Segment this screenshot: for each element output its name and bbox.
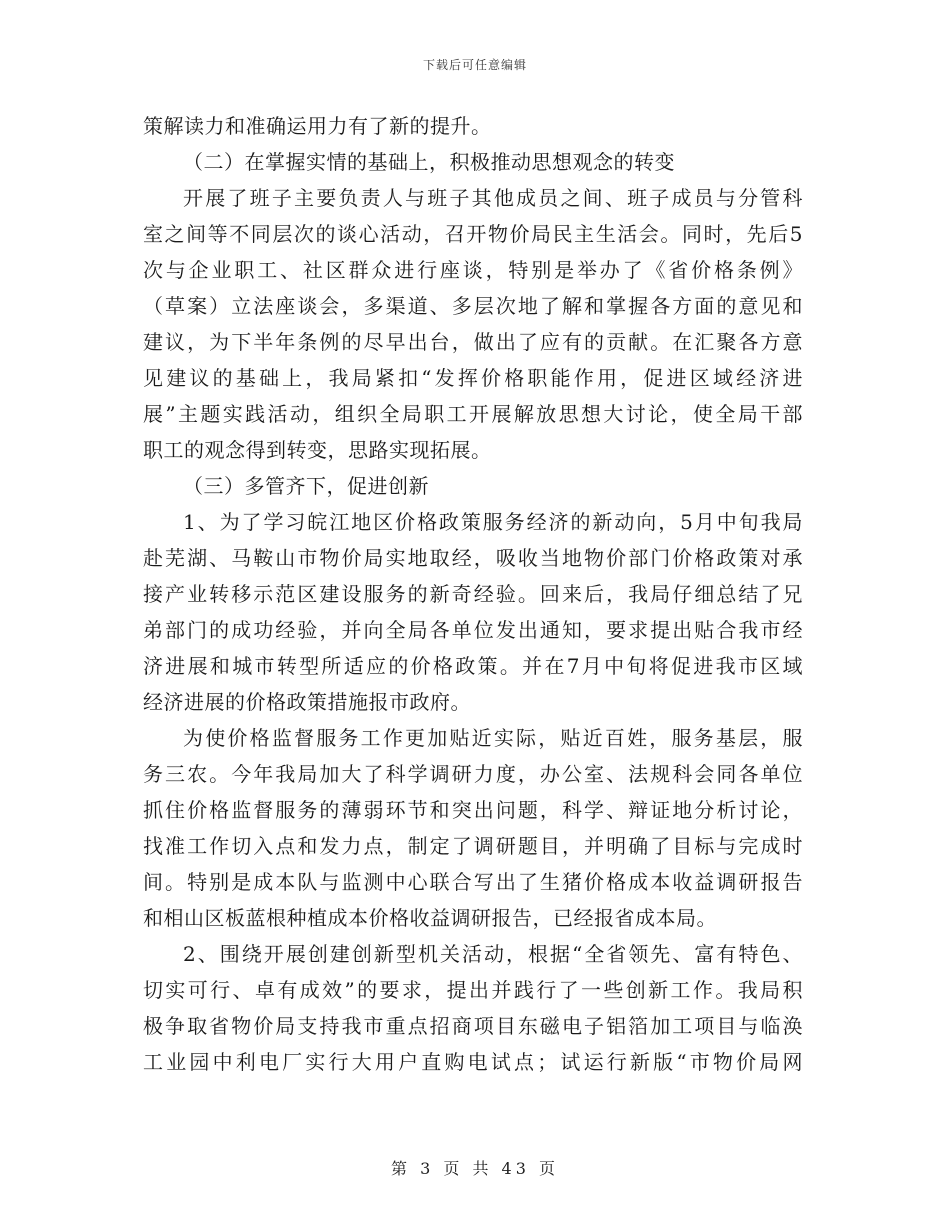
text-line: 切实可行、卓有成效”的要求，提出并践行了一些创新工作。我局积 [143, 978, 803, 1002]
document-body [143, 108, 803, 1080]
text-line: 展”主题实践活动，组织全局职工开展解放思想大讨论，使全局干部 [143, 402, 803, 426]
section-heading: （二）在掌握实情的基础上，积极推动思想观念的转变 [183, 150, 675, 174]
page-header: 下载后可任意编辑 [422, 58, 527, 72]
text-line: （草案）立法座谈会，多渠道、多层次地了解和掌握各方面的意见和 [143, 294, 803, 318]
text-line: 间。特别是成本队与监测中心联合写出了生猪价格成本收益调研报告 [143, 870, 803, 894]
text-line: 和相山区板蓝根种植成本价格收益调研报告，已经报省成本局。 [143, 906, 717, 930]
text-line: 务三农。今年我局加大了科学调研力度，办公室、法规科会同各单位 [143, 762, 803, 786]
text-line: 1、为了学习皖江地区价格政策服务经济的新动向，5月中旬我局 [183, 510, 803, 534]
text-line: 建议，为下半年条例的尽早出台，做出了应有的贡献。在汇聚各方意 [143, 330, 803, 354]
page-footer: 第 3 页 共 43 页 [391, 1159, 559, 1178]
text-line: 见建议的基础上，我局紧扣“发挥价格职能作用，促进区域经济进 [143, 366, 803, 390]
text-line: 赴芜湖、马鞍山市物价局实地取经，吸收当地物价部门价格政策对承 [143, 546, 803, 570]
text-line: 开展了班子主要负责人与班子其他成员之间、班子成员与分管科 [183, 186, 803, 210]
text-line: 为使价格监督服务工作更加贴近实际，贴近百姓，服务基层，服 [183, 726, 803, 750]
text-line: 接产业转移示范区建设服务的新奇经验。回来后，我局仔细总结了兄 [143, 582, 803, 606]
text-line: 2、围绕开展创建创新型机关活动，根据“全省领先、富有特色、 [183, 942, 803, 966]
text-line: 经济进展的价格政策措施报市政府。 [143, 690, 471, 714]
text-line: 次与企业职工、社区群众进行座谈，特别是举办了《省价格条例》 [143, 258, 803, 282]
text-line: 找准工作切入点和发力点，制定了调研题目，并明确了目标与完成时 [143, 834, 803, 858]
text-line: 济进展和城市转型所适应的价格政策。并在7月中旬将促进我市区域 [143, 654, 803, 678]
section-heading: （三）多管齐下，促进创新 [183, 474, 429, 498]
text-line: 职工的观念得到转变，思路实现拓展。 [143, 438, 492, 462]
text-line: 弟部门的成功经验，并向全局各单位发出通知，要求提出贴合我市经 [143, 618, 803, 642]
text-line: 极争取省物价局支持我市重点招商项目东磁电子铝箔加工项目与临涣 [143, 1014, 803, 1038]
text-line: 室之间等不同层次的谈心活动，召开物价局民主生活会。同时，先后5 [143, 222, 803, 246]
text-line: 策解读力和准确运用力有了新的提升。 [143, 114, 492, 138]
text-line: 抓住价格监督服务的薄弱环节和突出问题，科学、辩证地分析讨论， [143, 798, 803, 822]
text-line: 工业园中利电厂实行大用户直购电试点；试运行新版“市物价局网 [143, 1050, 803, 1074]
